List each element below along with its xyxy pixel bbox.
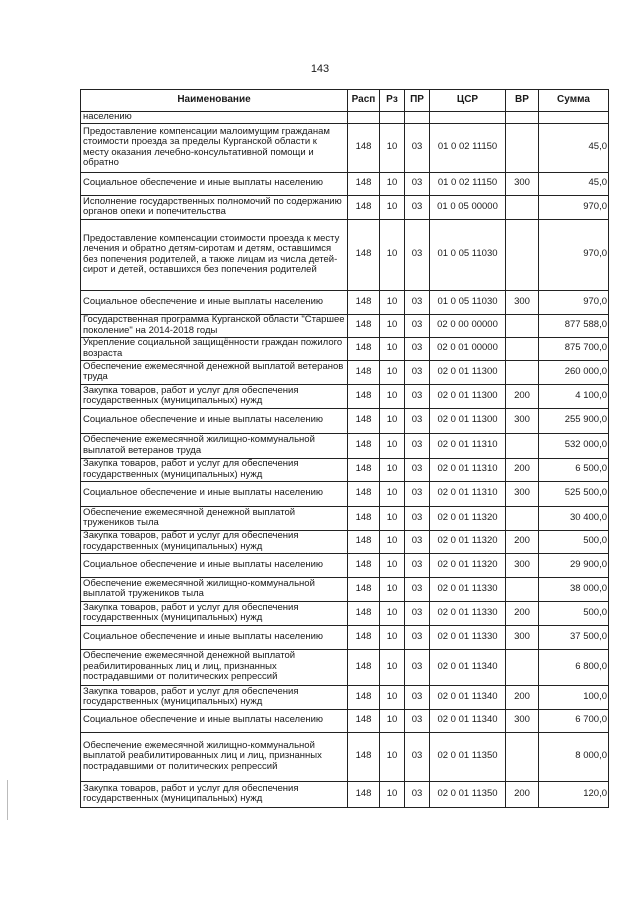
cell-csr: 01 0 05 11030 bbox=[430, 290, 506, 314]
cell-rz: 10 bbox=[380, 458, 405, 481]
cell-sum: 6 500,0 bbox=[539, 458, 609, 481]
cell-rz: 10 bbox=[380, 481, 405, 506]
cell-rz: 10 bbox=[380, 709, 405, 732]
table-row bbox=[81, 408, 609, 433]
cell-csr: 02 0 01 11320 bbox=[430, 530, 506, 553]
table-row bbox=[81, 123, 609, 172]
table-row bbox=[81, 685, 609, 709]
cell-rz: 10 bbox=[380, 219, 405, 290]
cell-rz bbox=[380, 112, 405, 124]
cell-vr bbox=[506, 219, 539, 290]
cell-rasp: 148 bbox=[348, 219, 380, 290]
cell-name: Социальное обеспечение и иные выплаты населению bbox=[81, 408, 348, 433]
cell-rasp: 148 bbox=[348, 172, 380, 195]
table-row bbox=[81, 601, 609, 625]
cell-sum: 525 500,0 bbox=[539, 481, 609, 506]
cell-name: Обеспечение ежемесячной денежной выплатой реабилитированных лиц и лиц, признанных пострадавшими от политических репрессий bbox=[81, 649, 348, 685]
cell-vr bbox=[506, 314, 539, 337]
cell-name: Закупка товаров, работ и услуг для обеспечения государственных (муниципальных) нужд bbox=[81, 530, 348, 553]
cell-name: Социальное обеспечение и иные выплаты населению bbox=[81, 172, 348, 195]
table-row bbox=[81, 709, 609, 732]
cell-rz: 10 bbox=[380, 781, 405, 807]
cell-rasp: 148 bbox=[348, 314, 380, 337]
cell-pr: 03 bbox=[405, 123, 430, 172]
cell-rasp: 148 bbox=[348, 195, 380, 219]
table-row bbox=[81, 649, 609, 685]
cell-csr: 02 0 01 11320 bbox=[430, 553, 506, 577]
cell-vr: 300 bbox=[506, 408, 539, 433]
cell-sum: 877 588,0 bbox=[539, 314, 609, 337]
cell-rz: 10 bbox=[380, 649, 405, 685]
cell-vr bbox=[506, 506, 539, 530]
cell-name: Обеспечение ежемесячной денежной выплатой тружеников тыла bbox=[81, 506, 348, 530]
cell-pr: 03 bbox=[405, 625, 430, 649]
cell-csr: 02 0 01 11340 bbox=[430, 709, 506, 732]
cell-vr: 200 bbox=[506, 781, 539, 807]
cell-sum: 30 400,0 bbox=[539, 506, 609, 530]
cell-rasp: 148 bbox=[348, 577, 380, 601]
cell-sum: 500,0 bbox=[539, 601, 609, 625]
cell-rz: 10 bbox=[380, 172, 405, 195]
cell-pr: 03 bbox=[405, 709, 430, 732]
cell-name: Укрепление социальной защищённости граждан пожилого возраста bbox=[81, 337, 348, 360]
header-name: Наименование bbox=[81, 90, 348, 112]
cell-csr: 02 0 01 11350 bbox=[430, 732, 506, 781]
cell-rz: 10 bbox=[380, 685, 405, 709]
header-pr: ПР bbox=[405, 90, 430, 112]
cell-rz: 10 bbox=[380, 314, 405, 337]
cell-vr: 300 bbox=[506, 709, 539, 732]
cell-rz: 10 bbox=[380, 433, 405, 458]
cell-vr: 200 bbox=[506, 685, 539, 709]
cell-rasp: 148 bbox=[348, 685, 380, 709]
cell-rz: 10 bbox=[380, 290, 405, 314]
cell-name: Предоставление компенсации малоимущим гражданам стоимости проезда за пределы Курганской области к месту оказания лечебно-консультативной помощи и обратно bbox=[81, 123, 348, 172]
cell-csr: 02 0 01 11330 bbox=[430, 625, 506, 649]
cell-rasp: 148 bbox=[348, 709, 380, 732]
table-row bbox=[81, 112, 609, 124]
cell-pr bbox=[405, 112, 430, 124]
cell-vr: 300 bbox=[506, 290, 539, 314]
cell-csr: 02 0 01 11310 bbox=[430, 433, 506, 458]
cell-rasp: 148 bbox=[348, 433, 380, 458]
cell-rasp: 148 bbox=[348, 601, 380, 625]
cell-rasp: 148 bbox=[348, 290, 380, 314]
cell-sum: 255 900,0 bbox=[539, 408, 609, 433]
cell-rz: 10 bbox=[380, 123, 405, 172]
cell-csr: 02 0 01 00000 bbox=[430, 337, 506, 360]
cell-pr: 03 bbox=[405, 290, 430, 314]
cell-rasp: 148 bbox=[348, 337, 380, 360]
cell-rz: 10 bbox=[380, 195, 405, 219]
cell-sum: 875 700,0 bbox=[539, 337, 609, 360]
cell-vr bbox=[506, 360, 539, 384]
cell-name: Социальное обеспечение и иные выплаты населению bbox=[81, 481, 348, 506]
cell-sum: 45,0 bbox=[539, 123, 609, 172]
cell-rz: 10 bbox=[380, 530, 405, 553]
table-row bbox=[81, 384, 609, 408]
table-row bbox=[81, 458, 609, 481]
cell-sum: 970,0 bbox=[539, 195, 609, 219]
cell-csr: 02 0 01 11310 bbox=[430, 458, 506, 481]
cell-csr: 02 0 01 11310 bbox=[430, 481, 506, 506]
cell-rasp: 148 bbox=[348, 553, 380, 577]
cell-rz: 10 bbox=[380, 506, 405, 530]
cell-rz: 10 bbox=[380, 601, 405, 625]
cell-rz: 10 bbox=[380, 625, 405, 649]
cell-csr: 02 0 01 11330 bbox=[430, 601, 506, 625]
cell-vr: 300 bbox=[506, 625, 539, 649]
cell-csr: 02 0 01 11330 bbox=[430, 577, 506, 601]
cell-csr: 02 0 01 11350 bbox=[430, 781, 506, 807]
cell-vr bbox=[506, 337, 539, 360]
cell-sum: 532 000,0 bbox=[539, 433, 609, 458]
cell-vr: 300 bbox=[506, 553, 539, 577]
cell-csr: 02 0 01 11340 bbox=[430, 685, 506, 709]
cell-pr: 03 bbox=[405, 685, 430, 709]
cell-sum: 6 800,0 bbox=[539, 649, 609, 685]
cell-name: Государственная программа Курганской области "Старшее поколение" на 2014-2018 годы bbox=[81, 314, 348, 337]
cell-sum: 970,0 bbox=[539, 219, 609, 290]
cell-sum: 500,0 bbox=[539, 530, 609, 553]
cell-vr bbox=[506, 195, 539, 219]
cell-rasp: 148 bbox=[348, 123, 380, 172]
cell-pr: 03 bbox=[405, 530, 430, 553]
cell-rz: 10 bbox=[380, 732, 405, 781]
table-row bbox=[81, 172, 609, 195]
cell-vr bbox=[506, 577, 539, 601]
cell-csr: 02 0 01 11300 bbox=[430, 384, 506, 408]
cell-pr: 03 bbox=[405, 601, 430, 625]
cell-pr: 03 bbox=[405, 553, 430, 577]
cell-vr bbox=[506, 649, 539, 685]
header-rz: Рз bbox=[380, 90, 405, 112]
cell-pr: 03 bbox=[405, 314, 430, 337]
cell-vr bbox=[506, 433, 539, 458]
cell-vr: 300 bbox=[506, 481, 539, 506]
cell-sum: 970,0 bbox=[539, 290, 609, 314]
cell-sum: 260 000,0 bbox=[539, 360, 609, 384]
cell-csr: 01 0 05 00000 bbox=[430, 195, 506, 219]
table-row bbox=[81, 360, 609, 384]
cell-pr: 03 bbox=[405, 458, 430, 481]
table-row bbox=[81, 732, 609, 781]
cell-rasp bbox=[348, 112, 380, 124]
cell-pr: 03 bbox=[405, 506, 430, 530]
cell-csr: 02 0 01 11300 bbox=[430, 360, 506, 384]
cell-name: Закупка товаров, работ и услуг для обеспечения государственных (муниципальных) нужд bbox=[81, 601, 348, 625]
cell-name: Закупка товаров, работ и услуг для обеспечения государственных (муниципальных) нужд bbox=[81, 685, 348, 709]
cell-rasp: 148 bbox=[348, 530, 380, 553]
cell-pr: 03 bbox=[405, 433, 430, 458]
cell-name: населению bbox=[81, 112, 348, 124]
cell-name: Обеспечение ежемесячной жилищно-коммунальной выплатой реабилитированных лиц и лиц, признанных пострадавшими от политических репрессий bbox=[81, 732, 348, 781]
cell-name: Обеспечение ежемесячной жилищно-коммунальной выплатой тружеников тыла bbox=[81, 577, 348, 601]
header-sum: Сумма bbox=[539, 90, 609, 112]
cell-pr: 03 bbox=[405, 781, 430, 807]
cell-name: Закупка товаров, работ и услуг для обеспечения государственных (муниципальных) нужд bbox=[81, 384, 348, 408]
cell-csr: 02 0 01 11340 bbox=[430, 649, 506, 685]
header-rasp: Расп bbox=[348, 90, 380, 112]
table-row bbox=[81, 433, 609, 458]
cell-vr bbox=[506, 112, 539, 124]
cell-sum bbox=[539, 112, 609, 124]
cell-csr: 01 0 02 11150 bbox=[430, 123, 506, 172]
cell-csr: 01 0 02 11150 bbox=[430, 172, 506, 195]
cell-rz: 10 bbox=[380, 360, 405, 384]
cell-pr: 03 bbox=[405, 195, 430, 219]
cell-vr: 200 bbox=[506, 530, 539, 553]
cell-pr: 03 bbox=[405, 172, 430, 195]
cell-pr: 03 bbox=[405, 337, 430, 360]
cell-csr: 02 0 01 11300 bbox=[430, 408, 506, 433]
cell-csr: 01 0 05 11030 bbox=[430, 219, 506, 290]
table-header-row bbox=[81, 90, 609, 112]
cell-sum: 120,0 bbox=[539, 781, 609, 807]
cell-pr: 03 bbox=[405, 360, 430, 384]
cell-name: Обеспечение ежемесячной жилищно-коммунальной выплатой ветеранов труда bbox=[81, 433, 348, 458]
cell-vr: 300 bbox=[506, 172, 539, 195]
margin-mark bbox=[7, 780, 8, 820]
cell-sum: 38 000,0 bbox=[539, 577, 609, 601]
cell-sum: 6 700,0 bbox=[539, 709, 609, 732]
table-row bbox=[81, 337, 609, 360]
cell-pr: 03 bbox=[405, 481, 430, 506]
cell-vr: 200 bbox=[506, 384, 539, 408]
table-row bbox=[81, 781, 609, 807]
cell-name: Исполнение государственных полномочий по содержанию органов опеки и попечительства bbox=[81, 195, 348, 219]
cell-sum: 37 500,0 bbox=[539, 625, 609, 649]
cell-rasp: 148 bbox=[348, 732, 380, 781]
cell-csr: 02 0 01 11320 bbox=[430, 506, 506, 530]
header-csr: ЦСР bbox=[430, 90, 506, 112]
table-row bbox=[81, 506, 609, 530]
cell-rasp: 148 bbox=[348, 458, 380, 481]
cell-rasp: 148 bbox=[348, 408, 380, 433]
cell-pr: 03 bbox=[405, 219, 430, 290]
cell-csr bbox=[430, 112, 506, 124]
table-row bbox=[81, 530, 609, 553]
cell-pr: 03 bbox=[405, 732, 430, 781]
table-row bbox=[81, 625, 609, 649]
cell-name: Социальное обеспечение и иные выплаты населению bbox=[81, 290, 348, 314]
cell-sum: 4 100,0 bbox=[539, 384, 609, 408]
cell-name: Социальное обеспечение и иные выплаты населению bbox=[81, 709, 348, 732]
header-vr: ВР bbox=[506, 90, 539, 112]
cell-name: Обеспечение ежемесячной денежной выплатой ветеранов труда bbox=[81, 360, 348, 384]
cell-rasp: 148 bbox=[348, 781, 380, 807]
cell-rz: 10 bbox=[380, 577, 405, 601]
cell-rasp: 148 bbox=[348, 625, 380, 649]
cell-sum: 45,0 bbox=[539, 172, 609, 195]
table-row bbox=[81, 481, 609, 506]
table-row bbox=[81, 195, 609, 219]
cell-rasp: 148 bbox=[348, 360, 380, 384]
cell-vr bbox=[506, 123, 539, 172]
cell-rasp: 148 bbox=[348, 481, 380, 506]
page-number: 143 bbox=[310, 63, 330, 75]
cell-pr: 03 bbox=[405, 384, 430, 408]
cell-sum: 100,0 bbox=[539, 685, 609, 709]
budget-table bbox=[80, 89, 609, 808]
cell-rasp: 148 bbox=[348, 649, 380, 685]
cell-name: Закупка товаров, работ и услуг для обеспечения государственных (муниципальных) нужд bbox=[81, 458, 348, 481]
cell-rz: 10 bbox=[380, 337, 405, 360]
table-row bbox=[81, 577, 609, 601]
cell-rz: 10 bbox=[380, 408, 405, 433]
cell-name: Социальное обеспечение и иные выплаты населению bbox=[81, 553, 348, 577]
table-row bbox=[81, 219, 609, 290]
table-row bbox=[81, 314, 609, 337]
cell-vr: 200 bbox=[506, 601, 539, 625]
cell-rasp: 148 bbox=[348, 506, 380, 530]
cell-vr bbox=[506, 732, 539, 781]
cell-rasp: 148 bbox=[348, 384, 380, 408]
cell-csr: 02 0 00 00000 bbox=[430, 314, 506, 337]
cell-vr: 200 bbox=[506, 458, 539, 481]
table-row bbox=[81, 553, 609, 577]
cell-pr: 03 bbox=[405, 408, 430, 433]
cell-pr: 03 bbox=[405, 577, 430, 601]
cell-name: Предоставление компенсации стоимости проезда к месту лечения и обратно детям-сиротам и детям, оставшимся без попечения родителей, а также лицам из числа детей-сирот и детей, оставшихся без попечения родителей bbox=[81, 219, 348, 290]
cell-rz: 10 bbox=[380, 384, 405, 408]
cell-pr: 03 bbox=[405, 649, 430, 685]
cell-rz: 10 bbox=[380, 553, 405, 577]
cell-name: Социальное обеспечение и иные выплаты населению bbox=[81, 625, 348, 649]
table-row bbox=[81, 290, 609, 314]
cell-sum: 8 000,0 bbox=[539, 732, 609, 781]
cell-sum: 29 900,0 bbox=[539, 553, 609, 577]
cell-name: Закупка товаров, работ и услуг для обеспечения государственных (муниципальных) нужд bbox=[81, 781, 348, 807]
